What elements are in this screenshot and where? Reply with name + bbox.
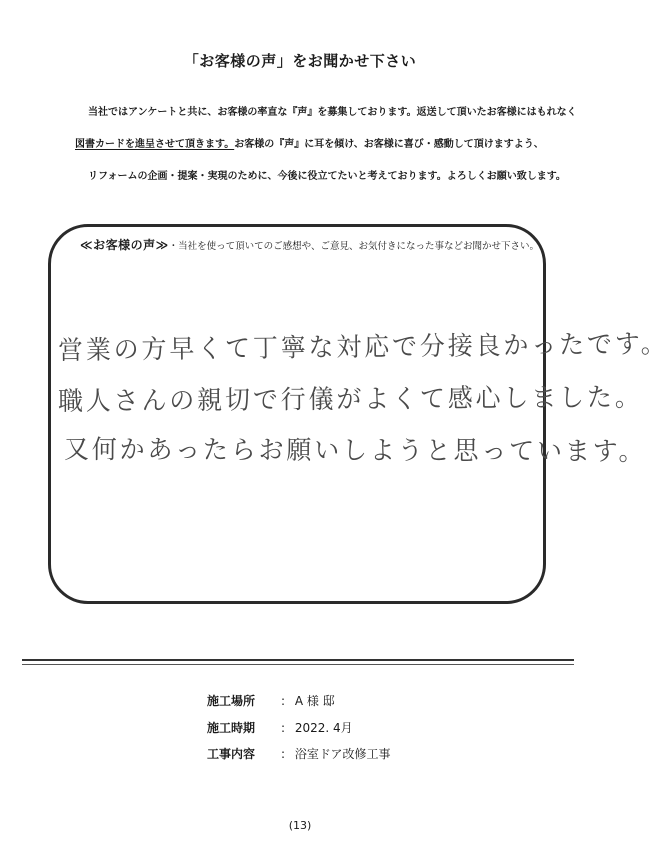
voice-box-heading: ≪お客様の声≫ [80, 238, 169, 252]
divider-thin [22, 664, 574, 665]
place-label: 施工場所 [207, 694, 256, 708]
date-label: 施工時期 [207, 721, 256, 735]
handwritten-line-2: 職人さんの親切で行儀がよくて感心しました。 [57, 382, 643, 417]
intro-line-3: リフォームの企画・提案・実現のために、今後に役立てたいと考えております。よろしくお願い致します。 [88, 171, 566, 182]
intro-line-2 [75, 135, 575, 150]
info-row-date [207, 719, 353, 736]
handwritten-line-1: 営業の方早くて丁寧な対応で分接良かったです。 [57, 329, 669, 366]
separator: : [280, 747, 286, 761]
handwritten-line-3: 又何かあったらお願いしようと思っています。 [63, 435, 647, 468]
voice-box-header [80, 236, 539, 253]
intro-line-1: 当社ではアンケートと共に、お客様の率直な『声』を募集しております。返送して頂いたお客様にはもれなく [88, 107, 577, 118]
info-row-work [207, 745, 390, 762]
intro-line-2-rest: お客様の『声』に耳を傾け、お客様に喜び・感動して頂けますよう、 [234, 139, 544, 150]
work-label: 工事内容 [207, 747, 256, 761]
separator: : [280, 721, 286, 735]
voice-box-subheading: ・当社を使って頂いてのご感想や、ご意見、お気付きになった事などお聞かせ下さい。 [168, 241, 539, 252]
place-value: A 様 邸 [294, 694, 335, 708]
gift-card-notice: 図書カードを進呈させて頂きます。 [75, 139, 235, 150]
separator: : [280, 694, 286, 708]
page-number: (13) [288, 819, 312, 832]
date-value: 2022. 4月 [294, 721, 353, 735]
divider-thick [22, 659, 574, 661]
page-title: 「お客様の声」をお聞かせ下さい [183, 52, 417, 70]
work-value: 浴室ドア改修工事 [294, 747, 391, 761]
info-row-place [207, 692, 335, 709]
